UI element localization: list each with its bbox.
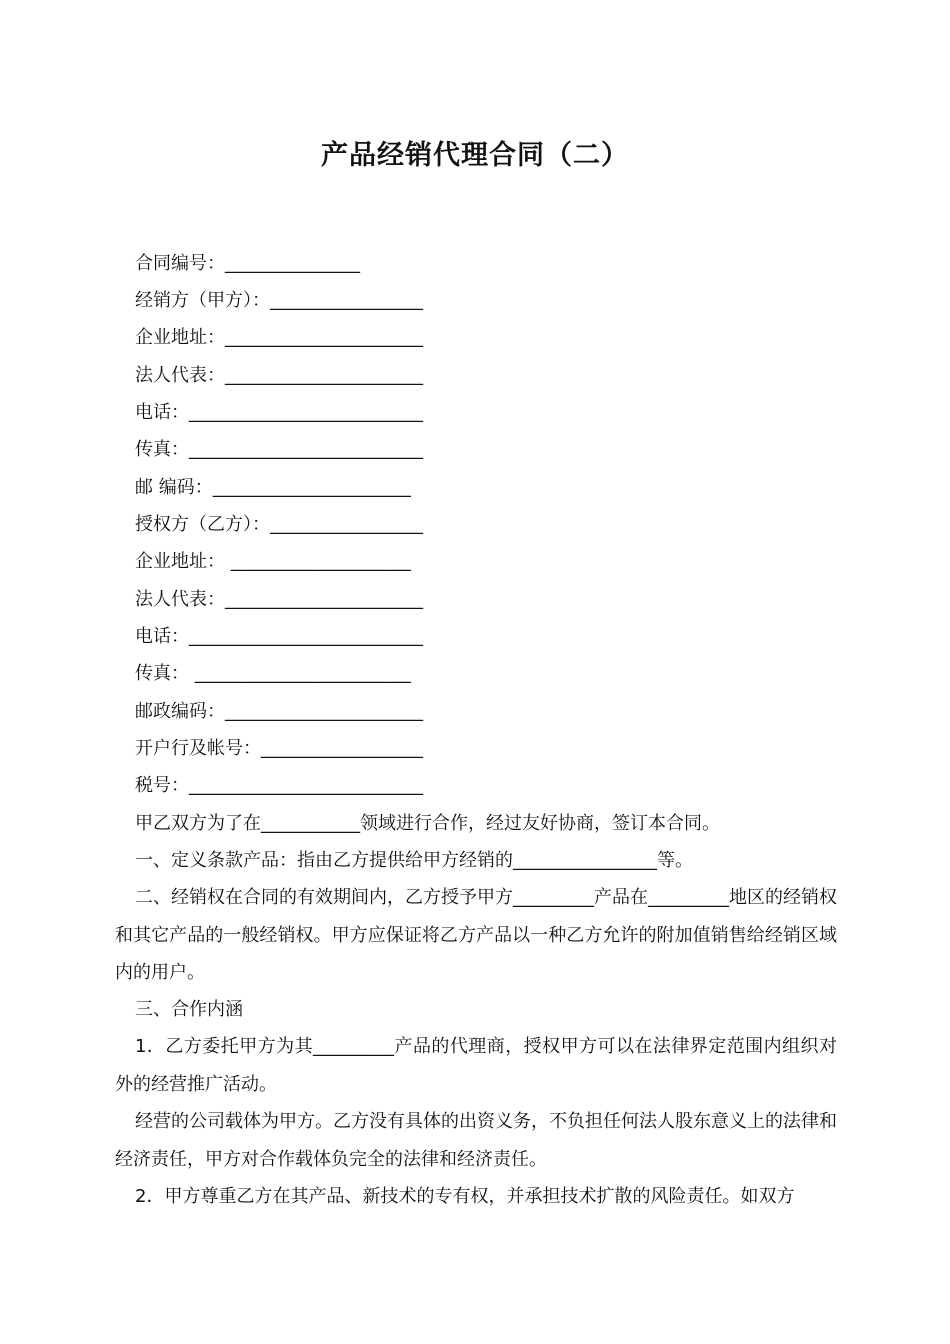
paragraph-clause-2: 2．甲方尊重乙方在其产品、新技术的专有权，并承担技术扩散的风险责任。如双方 (135, 1186, 795, 1207)
field-party-b-address: 企业地址： ____________________ (135, 551, 411, 572)
field-party-a-legal-rep: 法人代表：______________________ (135, 365, 423, 386)
field-party-a: 经销方（甲方）：_________________ (135, 290, 423, 311)
paragraph-distribution-rights: 二、经销权在合同的有效期间内，乙方授予甲方_________产品在_________地区的经销权和其它产品的一般经销权。甲方应保证将乙方产品以一种乙方允许的附加值销售给经销区域内的用户。 (115, 887, 837, 983)
paragraph-purpose: 甲乙双方为了在___________领域进行合作，经过友好协商，签订本合同。 (135, 813, 720, 834)
field-bank-account: 开户行及帐号：__________________ (135, 738, 423, 759)
field-party-a-postcode: 邮 编码：______________________ (135, 477, 411, 498)
paragraph-clause-1: 1．乙方委托甲方为其_________产品的代理商，授权甲方可以在法律界定范围内组织对外的经营推广活动。 (115, 1036, 837, 1095)
paragraph-cooperation-heading: 三、合作内涵 (135, 999, 243, 1020)
paragraph-definition: 一、定义条款产品：指由乙方提供给甲方经销的________________等。 (135, 850, 693, 871)
field-party-b-phone: 电话：__________________________ (135, 626, 423, 647)
field-party-b-postcode: 邮政编码：______________________ (135, 701, 423, 722)
field-tax-number: 税号：__________________________ (135, 775, 423, 796)
field-party-b-legal-rep: 法人代表：______________________ (135, 589, 423, 610)
paragraph-operating-entity: 经营的公司载体为甲方。乙方没有具体的出资义务，不负担任何法人股东意义上的法律和经济责任，甲方对合作载体负完全的法律和经济责任。 (115, 1111, 837, 1170)
field-contract-number: 合同编号：_______________ (135, 253, 360, 274)
field-party-a-phone: 电话：__________________________ (135, 402, 423, 423)
field-party-a-fax: 传真：__________________________ (135, 439, 423, 460)
field-party-b-fax: 传真： ________________________ (135, 663, 411, 684)
field-party-a-address: 企业地址：______________________ (135, 327, 423, 348)
document-title: 产品经销代理合同（二） (321, 140, 629, 171)
field-party-b: 授权方（乙方）：_________________ (135, 514, 423, 535)
